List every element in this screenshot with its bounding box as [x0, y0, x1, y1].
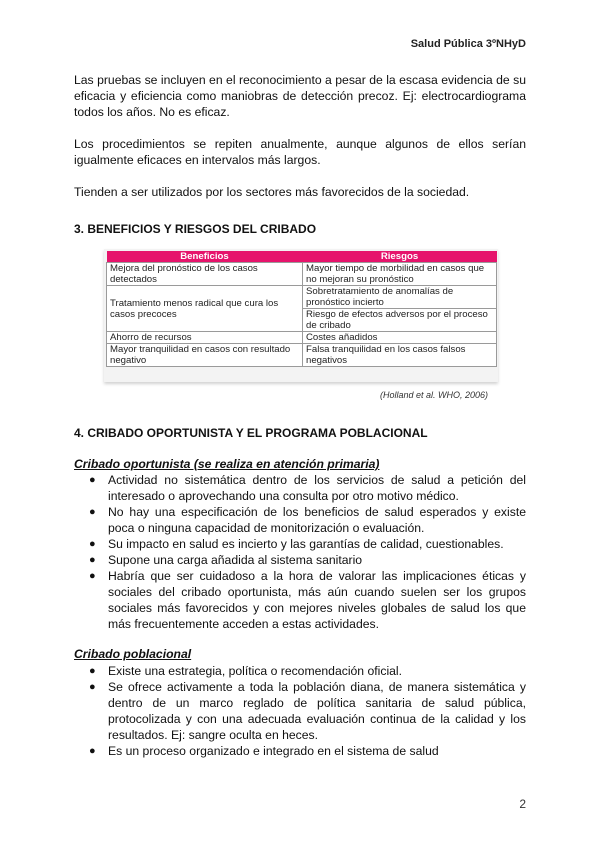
list-item: ● No hay una especificación de los beneficios de salud esperados y existe poca o ninguna capacidad de monitorización o evaluación.: [89, 505, 526, 535]
page-number: 2: [519, 797, 526, 811]
table-citation: (Holland et al. WHO, 2006): [380, 390, 489, 400]
table-cell: Mayor tiempo de morbilidad en casos que no mejoran su pronóstico: [303, 263, 497, 286]
table-row: [107, 332, 497, 344]
table-cell: Mejora del pronóstico de los casos detectados: [107, 263, 303, 286]
table-cell: Costes añadidos: [303, 332, 497, 344]
table-cell: Tratamiento menos radical que cura los casos precoces: [107, 286, 303, 332]
table-header-riesgos: Riesgos: [303, 251, 497, 263]
list-item: ● Se ofrece activamente a toda la población diana, de manera sistemática y dentro de un marco reglado de política sanitaria de salud pública, protocolizada y con una adecuada evaluación continua de la calidad y los resultados. Ej: sangre oculta en heces.: [89, 680, 526, 742]
table-cell: Ahorro de recursos: [107, 332, 303, 344]
list-item: ● Supone una carga añadida al sistema sanitario: [89, 553, 363, 567]
table-header-beneficios: Beneficios: [107, 251, 303, 263]
running-header: Salud Pública 3ºNHyD: [410, 38, 526, 50]
table-row: [107, 344, 497, 367]
list-item: ● Es un proceso organizado e integrado en el sistema de salud: [89, 744, 439, 758]
list-item: ● Actividad no sistemática dentro de los servicios de salud a petición del interesado o aprovechando una consulta por otro motivo médico.: [89, 473, 526, 503]
table-row: [107, 286, 497, 309]
subtitle-oportunista: Cribado oportunista (se realiza en atención primaria): [74, 457, 380, 471]
paragraph-intervalos: Los procedimientos se repiten anualmente, aunque algunos de ellos serían igualmente eficaces en intervalos más largos.: [74, 137, 526, 167]
section-3-title: 3. BENEFICIOS Y RIESGOS DEL CRIBADO: [74, 222, 317, 236]
table-cell: Riesgo de efectos adversos por el proceso de cribado: [303, 309, 497, 332]
bullet-list-oportunista: [74, 472, 526, 632]
table-cell: Mayor tranquilidad en casos con resultado negativo: [107, 344, 303, 367]
table-cell: Falsa tranquilidad en los casos falsos negativos: [303, 344, 497, 367]
benefits-risks-table: [104, 249, 498, 382]
bullet-list-poblacional: [74, 663, 526, 759]
list-item: ● Habría que ser cuidadoso a la hora de valorar las implicaciones éticas y sociales del cribado oportunista, más aún cuando suelen ser los grupos sociales más favorecidos y con mejores niveles globales de salud los que más frecuentemente acceden a estas actividades.: [89, 569, 526, 631]
subtitle-poblacional: Cribado poblacional: [74, 647, 192, 661]
list-item: ● Su impacto en salud es incierto y las garantías de calidad, cuestionables.: [89, 537, 504, 551]
section-4-title: 4. CRIBADO OPORTUNISTA Y EL PROGRAMA POBLACIONAL: [74, 426, 428, 440]
paragraph-sectores: Tienden a ser utilizados por los sectores más favorecidos de la sociedad.: [74, 185, 470, 199]
list-item: ● Existe una estrategia, política o recomendación oficial.: [89, 664, 403, 678]
paragraph-eficacia: Las pruebas se incluyen en el reconocimiento a pesar de la escasa evidencia de su eficacia y eficiencia como maniobras de detección precoz. Ej: electrocardiograma todos los años. No es eficaz.: [74, 73, 526, 119]
table-row: [107, 263, 497, 286]
table-cell: Sobretratamiento de anomalías de pronóstico incierto: [303, 286, 497, 309]
